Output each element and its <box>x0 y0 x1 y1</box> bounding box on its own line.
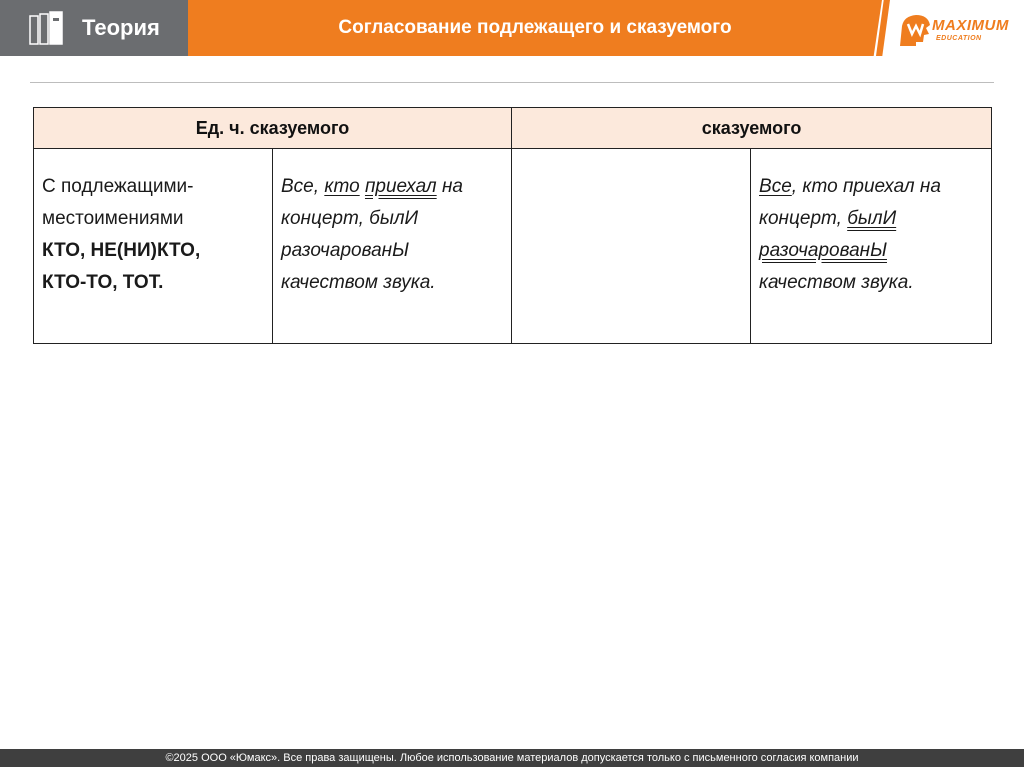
header-predicate: сказуемого <box>512 108 992 149</box>
example-word: на <box>441 176 463 197</box>
header-bar <box>0 0 1024 56</box>
agreement-rules-table <box>33 107 992 344</box>
logo-name: MAXIMUM <box>932 17 1009 34</box>
example-word: былИ <box>369 208 419 229</box>
logo-subtitle: EDUCATION <box>936 35 982 42</box>
header-singular-predicate: Ед. ч. сказуемого <box>34 108 512 149</box>
table-header-row <box>34 108 992 149</box>
condition-cell <box>34 149 273 344</box>
empty-cell <box>512 149 751 344</box>
condition-pronouns: КТО, НЕ(НИ)КТО, <box>42 240 201 261</box>
logo-head-icon <box>896 12 934 48</box>
example-left-cell <box>273 149 512 344</box>
example-word: концерт, <box>759 208 842 229</box>
example-word: разочарованЫ <box>281 240 409 261</box>
predicate-word: приехал <box>364 176 437 197</box>
example-word: концерт, <box>281 208 364 229</box>
title-divider <box>30 82 994 83</box>
company-logo <box>896 8 1020 52</box>
subject-word: Все <box>759 176 792 197</box>
example-word: , кто приехал на <box>791 176 941 197</box>
section-title: Теория <box>82 15 160 40</box>
book-icon <box>28 10 66 46</box>
page-title: Согласование подлежащего и сказуемого <box>338 17 732 38</box>
predicate-word: разочарованЫ <box>759 240 887 261</box>
condition-pronouns: КТО-ТО, ТОТ. <box>42 272 164 293</box>
predicate-word: былИ <box>847 208 897 229</box>
subject-word: кто <box>324 176 360 197</box>
copyright-footer: ©2025 ООО «Юмакс». Все права защищены. Любое использование материалов допускается только с письменного согласия компании <box>0 749 1024 767</box>
example-word: качеством звука. <box>281 272 436 293</box>
example-word: качеством звука. <box>759 272 914 293</box>
condition-line: С подлежащими- <box>42 176 194 197</box>
table-row <box>34 149 992 344</box>
condition-line: местоимениями <box>42 208 184 229</box>
example-right-cell <box>751 149 992 344</box>
example-word: Все, <box>281 176 320 197</box>
